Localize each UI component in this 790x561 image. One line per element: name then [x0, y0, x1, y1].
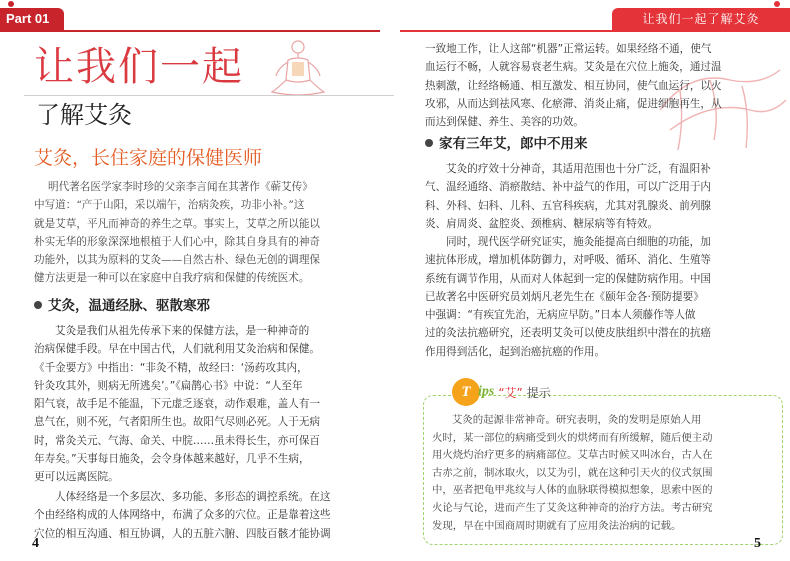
text-line: 气、温经通络、消瘀散结、补中益气的作用，可以广泛用于内: [425, 181, 712, 194]
text-line: 艾灸的疗效十分神奇，其适用范围也十分广泛，有温阳补: [446, 163, 711, 175]
page-number-right: 5: [754, 536, 761, 551]
text-line: 火时，某一部位的病痛受到火的烘烤而有所缓解，随后便主动: [432, 431, 713, 444]
page-subtitle: 了解艾灸: [36, 101, 132, 129]
text-line: 年寿矣。”天事每日施灸，会令身体越来越好，几乎不生病，: [34, 453, 310, 466]
text-line: 明代著名医学家李时珍的父亲李言闻在其著作《蕲艾传》: [48, 181, 313, 193]
tips-body: [432, 412, 778, 535]
meridian-figure-icon: [268, 36, 328, 98]
text-line: 中，巫者把龟甲兆纹与人体的血脉联得模拟想象，思索中医的: [432, 484, 713, 497]
header-dot-right: [774, 1, 780, 7]
tips-badge-icon: T: [452, 378, 480, 406]
text-line: 热刺激，让经络畅通、相互激发、相互协同，使气血运行，以火: [425, 79, 722, 92]
text-line: 火论与气论，进而产生了艾灸这种神奇的治疗方法。考古研究: [432, 501, 713, 514]
text-line: 人体经络是一个多层次、多功能、多形态的调控系统。在这: [55, 491, 331, 503]
text-line: 治病保健手段。早在中国古代，人们就利用艾灸治病和保健。: [34, 343, 321, 356]
section-heading: 艾灸，长住家庭的保健医师: [34, 147, 263, 169]
title-divider: [24, 95, 394, 96]
tips-badge-text: ips: [478, 384, 495, 399]
intro-paragraph: [34, 178, 376, 288]
text-line: 同时，现代医学研究证实，施灸能提高白细胞的功能，加: [446, 236, 711, 248]
text-line: 中写道：“产于山阳，采以端午，治病灸疾，功非小补。”这: [34, 199, 305, 212]
paragraph-modern-research: [425, 233, 773, 361]
text-line: 艾灸是我们从祖先传承下来的保健方法，是一种神奇的: [55, 325, 310, 337]
text-line: 血运行不畅，人就容易衰老生病。艾灸是在穴位上施灸，通过温: [425, 61, 722, 74]
text-line: 穴位的相互沟通、相互协调，人的五脏六腑、四肢百骸才能协调: [34, 527, 331, 540]
text-line: 作用得到活化，起到治癌抗癌的作用。: [425, 345, 606, 358]
tips-title: [498, 384, 550, 401]
text-line: 而达到保健、养生、美容的功效。: [425, 116, 584, 129]
text-line: 时，常灸关元、气海、命关、中脘……虽未得长生，亦可保百: [34, 434, 321, 447]
subheading-text: 家有三年艾，郎中不用来: [439, 136, 588, 152]
page-number-left: 4: [32, 536, 39, 551]
text-line: 就是艾草，平凡而神奇的养生之草。事实上，艾草之所以能以: [34, 217, 321, 230]
text-line: 系统有调节作用，从而对人体起到一定的保健防病作用。中国: [425, 272, 712, 285]
text-line: 更可以远离医院。: [34, 471, 119, 484]
text-line: 古赤之前，制冰取火，以艾为引，就在这种引天火的仪式氛围: [432, 466, 713, 479]
text-line: 艾灸的起源非常神奇。研究表明，灸的发明是原始人用: [452, 414, 702, 426]
part-label: Part 01: [0, 8, 64, 30]
header-divider-right: [400, 30, 790, 32]
text-line: 个由经络构成的人体网络中，布满了众多的穴位。正是靠着这些: [34, 509, 331, 522]
text-line: 速抗体形成，增加机体防御力，对呼吸、循环、消化、生殖等: [425, 254, 712, 267]
text-line: 息气在，则不死，气者阳所生也。故阳气尽则必死。人于无病: [34, 416, 321, 429]
text-line: 针灸攻其外，则病无所逃矣’。”《扁鹊心书》中说：“人至年: [34, 379, 303, 392]
paragraph-continued: [425, 40, 773, 131]
chapter-tab: 让我们一起了解艾灸: [612, 8, 790, 30]
subheading-warm-meridians: [34, 296, 210, 316]
text-line: 健方法更是一种可以在家庭中自我疗病和保健的传统医术。: [34, 272, 310, 285]
text-line: 朴实无华的形象深深地根植于人们心中，除其自身具有的神奇: [34, 235, 321, 248]
text-line: 炎、肩周炎、盆腔炎、颈椎病、糖尿病等有特效。: [425, 217, 659, 230]
text-line: 一致地工作，让人这部“机器”正常运转。如果经络不通，使气: [425, 43, 712, 55]
text-line: 用火烧灼治疗更多的病痛部位。艾草古时候又叫冰台，古人在: [432, 449, 713, 462]
tips-heading: [452, 378, 551, 406]
text-line: 中强调：“有疾宜先治，无病应早防。”日本人须藤作等人做: [425, 309, 696, 322]
tips-title-quote: “艾”: [498, 385, 523, 400]
tips-title-word: 提示: [526, 385, 551, 400]
text-line: 发现，早在中国商周时期就有了应用灸法治病的记载。: [432, 519, 682, 532]
paragraph-moxibustion-history: [34, 322, 376, 487]
text-line: 《千金要方》中指出：“非灸不精，故经曰：‘汤药攻其内，: [34, 361, 308, 374]
text-line: 已故著名中医研究员刘炳凡老先生在《颐年金各·预防提要》: [425, 290, 704, 303]
header-dot-left: [8, 1, 14, 7]
bullet-icon: [425, 139, 433, 147]
header-divider-left: [0, 30, 380, 32]
page-title: 让我们一起: [34, 44, 244, 90]
bullet-icon: [34, 301, 42, 309]
paragraph-meridian-system: [34, 488, 376, 543]
text-line: 科、外科、妇科、儿科、五官科疾病，尤其对乳腺炎、前列腺: [425, 199, 712, 212]
text-line: 功能外，以其为原料的艾灸——自然古朴、绿色无创的调理保: [34, 254, 321, 267]
text-line: 过的灸法抗癌研究，还表明艾灸可以使皮肤组织中潜在的抗癌: [425, 327, 712, 340]
paragraph-efficacy: [425, 160, 773, 233]
subheading-three-years: [425, 134, 588, 154]
subheading-text: 艾灸，温通经脉、驱散寒邪: [48, 298, 210, 314]
text-line: 阳气衰，故手足不能温，下元虚乏逐衰，动作艰难，盖人有一: [34, 398, 321, 411]
text-line: 攻邪，从而达到祛风寒、化瘀滞、消炎止痛，促进细胞再生，从: [425, 97, 722, 110]
